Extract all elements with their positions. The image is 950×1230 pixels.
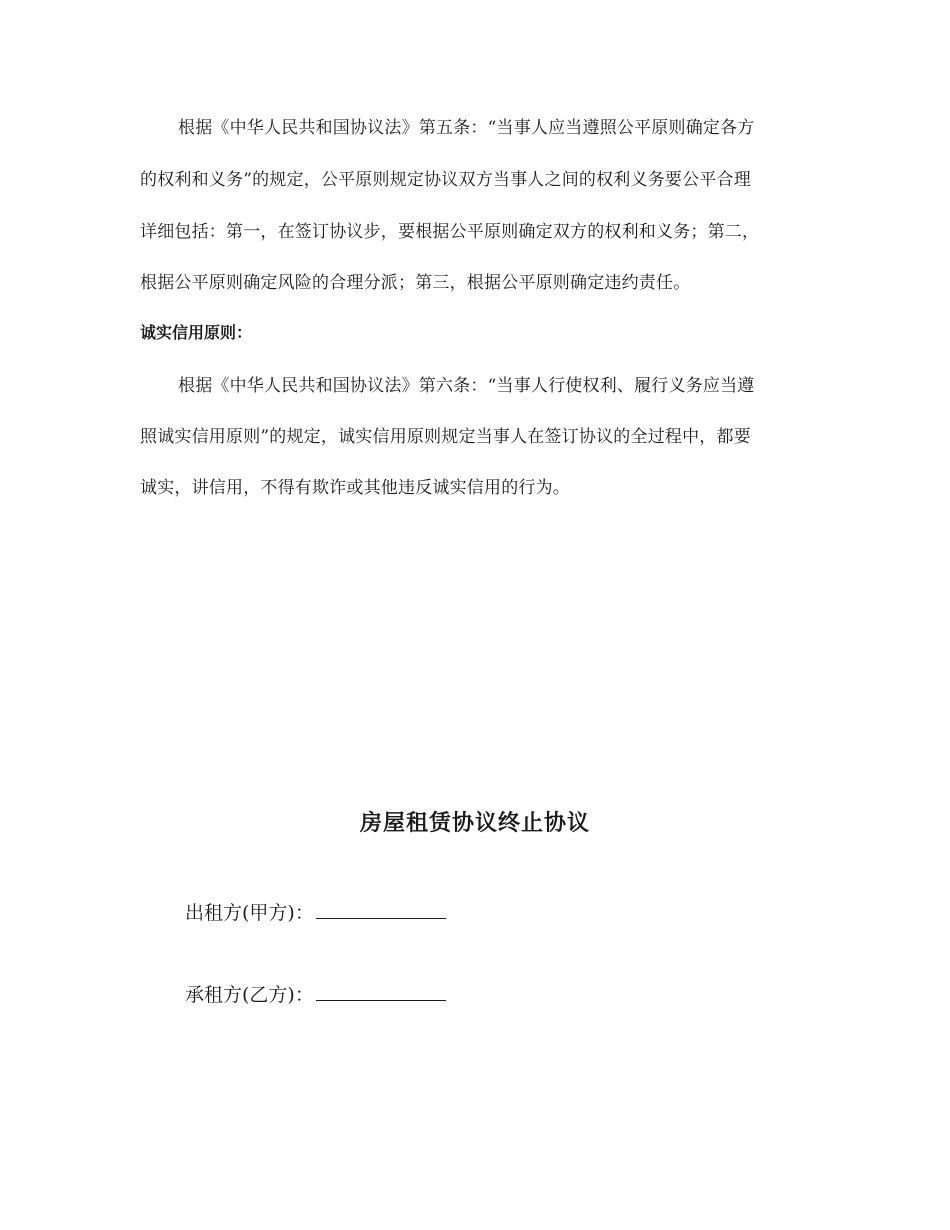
good-faith-paragraph-line-2: 照诚实信用原则”的规定，诚实信用原则规定当事人在签订协议的全过程中，都要 xyxy=(140,427,751,447)
lessor-field xyxy=(185,898,446,925)
lessee-label: 承租方(乙方)： xyxy=(185,984,314,1006)
agreement-title: 房屋租赁协议终止协议 xyxy=(359,811,590,836)
fairness-paragraph-line-2: 的权利和义务”的规定，公平原则规定协议双方当事人之间的权利义务要公平合理 xyxy=(140,170,751,190)
fairness-paragraph-line-3: 详细包括：第一，在签订协议步，要根据公平原则确定双方的权利和义务；第二， xyxy=(140,222,760,242)
lessee-field xyxy=(185,980,446,1007)
fairness-paragraph-line-1: 根据《中华人民共和国协议法》第五条：“当事人应当遵照公平原则确定各方 xyxy=(178,118,755,138)
good-faith-paragraph-line-1: 根据《中华人民共和国协议法》第六条：“当事人行使权利、履行义务应当遵 xyxy=(178,376,755,396)
lessor-blank-line[interactable] xyxy=(316,902,446,919)
lessee-blank-line[interactable] xyxy=(316,984,446,1001)
fairness-paragraph-line-4: 根据公平原则确定风险的合理分派；第三，根据公平原则确定违约责任。 xyxy=(140,273,691,293)
good-faith-paragraph-line-3: 诚实，讲信用，不得有欺诈或其他违反诚实信用的行为。 xyxy=(140,478,570,498)
good-faith-heading: 诚实信用原则： xyxy=(140,323,253,342)
lessor-label: 出租方(甲方)： xyxy=(185,902,314,924)
